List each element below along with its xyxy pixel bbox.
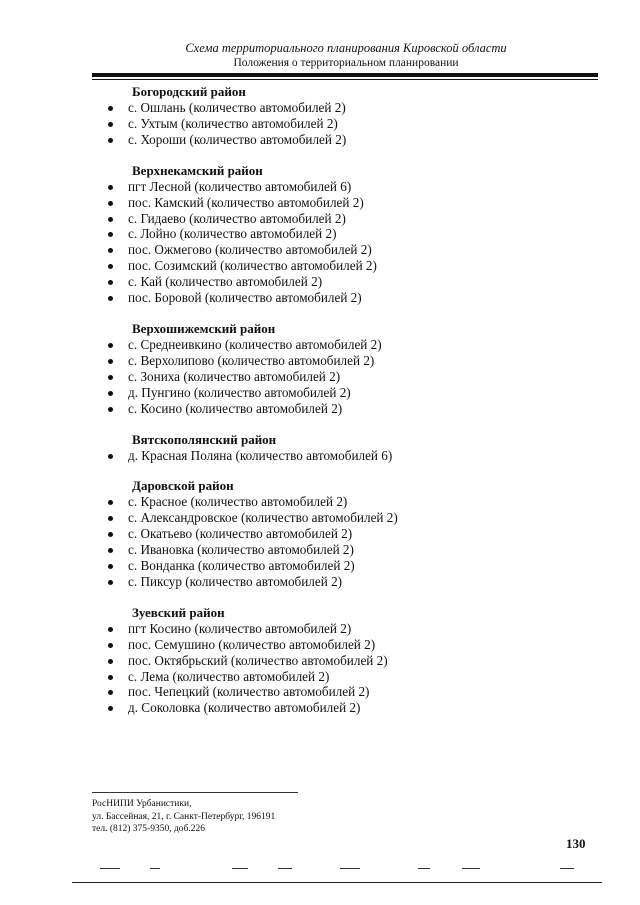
scan-edge-line xyxy=(72,882,602,883)
scan-artifact xyxy=(232,868,248,869)
document-subtitle: Положения о территориальном планировании xyxy=(233,57,459,69)
settlement-item: пос. Чепецкий (количество автомобилей 2) xyxy=(108,684,588,700)
settlement-item: пос. Камский (количество автомобилей 2) xyxy=(108,195,588,211)
district-heading: Верхнекамский район xyxy=(132,162,263,178)
settlement-item: с. Александровское (количество автомобилей 2) xyxy=(108,510,588,526)
district-section xyxy=(108,321,588,417)
district-heading: Зуевский район xyxy=(132,604,225,620)
footer xyxy=(92,798,275,836)
settlement-item: с. Ивановка (количество автомобилей 2) xyxy=(108,542,588,558)
footer-address: ул. Бассейная, 21, г. Санкт-Петербург, 196191 xyxy=(92,811,276,822)
settlement-item: с. Гидаево (количество автомобилей 2) xyxy=(108,211,588,227)
district-list xyxy=(108,84,588,731)
settlement-list xyxy=(108,100,588,148)
settlement-item: д. Пунгино (количество автомобилей 2) xyxy=(108,385,588,401)
settlement-item: пгт Лесной (количество автомобилей 6) xyxy=(108,179,588,195)
settlement-list xyxy=(108,494,588,589)
settlement-item: с. Косино (количество автомобилей 2) xyxy=(108,401,588,417)
district-section xyxy=(108,163,588,306)
scan-artifact xyxy=(462,868,480,869)
header-rule-thick xyxy=(92,73,598,77)
scan-artifact xyxy=(100,868,120,869)
scan-artifact xyxy=(560,868,574,869)
settlement-item: с. Лойно (количество автомобилей 2) xyxy=(108,226,588,242)
footer-rule xyxy=(92,792,298,793)
header-rule-thin xyxy=(92,79,598,80)
settlement-list xyxy=(108,621,588,716)
settlement-item: с. Пиксур (количество автомобилей 2) xyxy=(108,574,588,590)
scan-artifact xyxy=(418,868,430,869)
settlement-item: с. Зониха (количество автомобилей 2) xyxy=(108,369,588,385)
settlement-list xyxy=(108,448,588,464)
footer-phone: тел. (812) 375-9350, доб.226 xyxy=(92,824,206,834)
settlement-item: пгт Косино (количество автомобилей 2) xyxy=(108,621,588,637)
settlement-list xyxy=(108,337,588,417)
settlement-item: с. Лема (количество автомобилей 2) xyxy=(108,669,588,685)
district-section xyxy=(108,432,588,464)
settlement-item: с. Хороши (количество автомобилей 2) xyxy=(108,132,588,148)
district-section xyxy=(108,84,588,148)
district-section xyxy=(108,478,588,589)
document-title: Схема территориального планирования Кировской области xyxy=(185,41,507,55)
settlement-item: с. Верхолипово (количество автомобилей 2) xyxy=(108,353,588,369)
settlement-item: пос. Боровой (количество автомобилей 2) xyxy=(108,290,588,306)
page-number: 130 xyxy=(566,836,586,851)
footer-org: РосНИПИ Урбанистики, xyxy=(92,799,192,809)
settlement-item: с. Ошлань (количество автомобилей 2) xyxy=(108,100,588,116)
settlement-item: пос. Ожмегово (количество автомобилей 2) xyxy=(108,242,588,258)
settlement-item: с. Окатьево (количество автомобилей 2) xyxy=(108,526,588,542)
settlement-item: с. Кай (количество автомобилей 2) xyxy=(108,274,588,290)
district-heading: Верхошижемский район xyxy=(132,320,276,336)
settlement-item: пос. Семушино (количество автомобилей 2) xyxy=(108,637,588,653)
settlement-item: с. Вонданка (количество автомобилей 2) xyxy=(108,558,588,574)
settlement-item: д. Соколовка (количество автомобилей 2) xyxy=(108,700,588,716)
district-heading: Даровской район xyxy=(132,478,234,494)
district-heading: Богородский район xyxy=(132,84,246,99)
district-heading: Вятскополянский район xyxy=(132,431,277,447)
settlement-item: пос. Созимский (количество автомобилей 2) xyxy=(108,258,588,274)
district-section xyxy=(108,605,588,716)
scan-artifact xyxy=(340,868,360,869)
settlement-item: пос. Октябрьский (количество автомобилей 2) xyxy=(108,653,588,669)
settlement-list xyxy=(108,179,588,306)
scan-artifact xyxy=(278,868,292,869)
settlement-item: д. Красная Поляна (количество автомобилей 6) xyxy=(108,448,588,464)
scan-artifact xyxy=(150,868,160,869)
settlement-item: с. Среднеивкино (количество автомобилей 2) xyxy=(108,337,588,353)
settlement-item: с. Красное (количество автомобилей 2) xyxy=(108,494,588,510)
settlement-item: с. Ухтым (количество автомобилей 2) xyxy=(108,116,588,132)
